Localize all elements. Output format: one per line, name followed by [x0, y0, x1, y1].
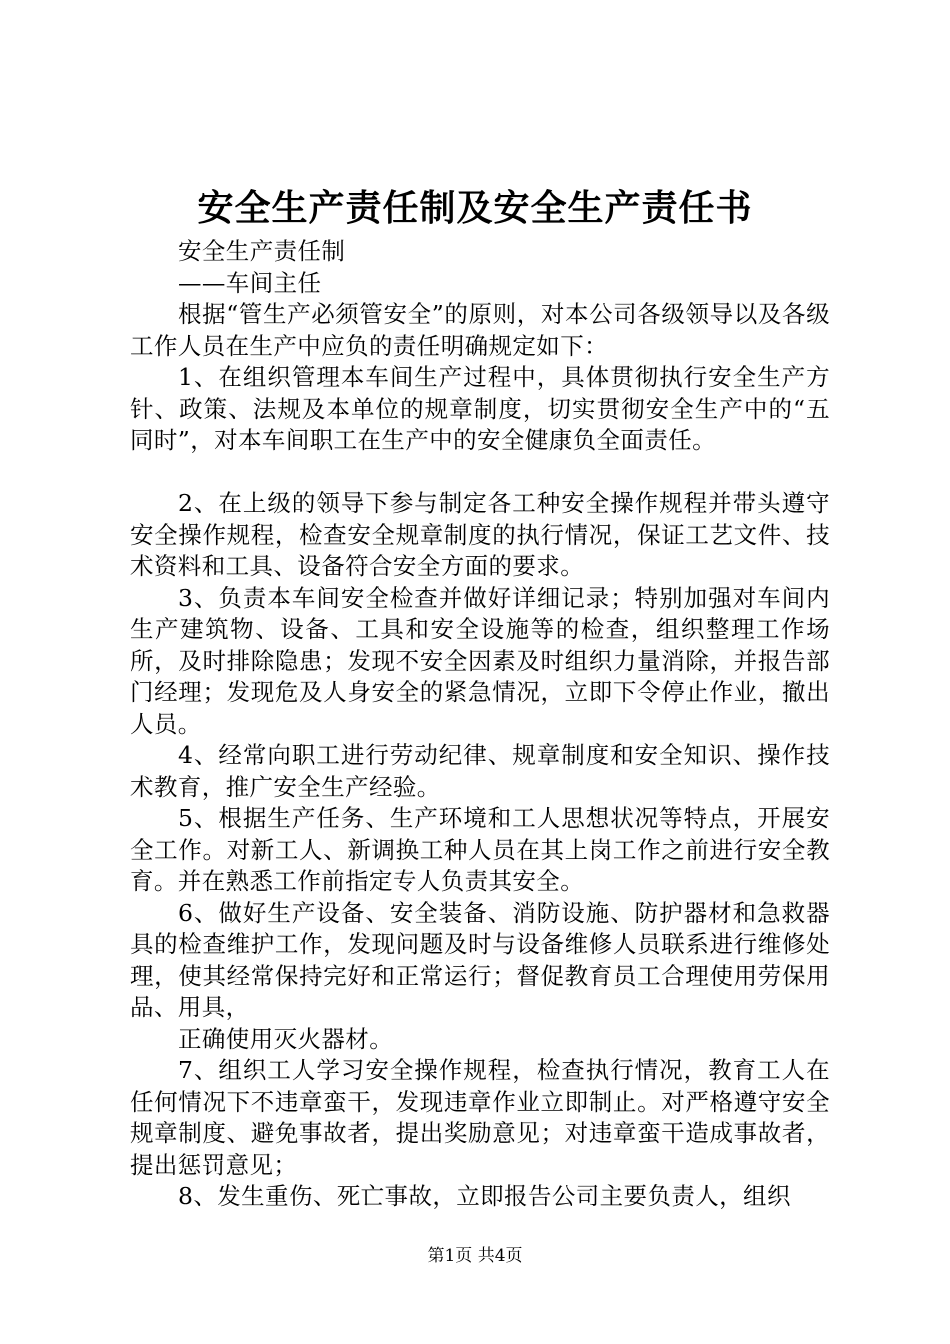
document-title: 安全生产责任制及安全生产责任书: [197, 187, 753, 229]
clause-6-continued: 正确使用灭火器材。: [178, 1024, 394, 1053]
clause-3: 3、负责本车间安全检查并做好详细记录；特别加强对车间内生产建筑物、设备、工具和安全设施等的检查，组织整理工作场所，及时排除隐患；发现不安全因素及时组织力量消除，并报告部门经理；发现危及人身安全的紧急情况，立即下令停止作业，撤出人员。: [130, 583, 830, 738]
clause-4: 4、经常向职工进行劳动纪律、规章制度和安全知识、操作技术教育，推广安全生产经验。: [130, 741, 830, 801]
clause-5: 5、根据生产任务、生产环境和工人思想状况等特点，开展安全工作。对新工人、新调换工种人员在其上岗工作之前进行安全教育。并在熟悉工作前指定专人负责其安全。: [130, 804, 830, 895]
intro-paragraph: 根据“管生产必须管安全”的原则，对本公司各级领导以及各级工作人员在生产中应负的责任明确规定如下：: [130, 300, 830, 360]
clause-6: 6、做好生产设备、安全装备、消防设施、防护器材和急救器具的检查维护工作，发现问题及时与设备维修人员联系进行维修处理，使其经常保持完好和正常运行；督促教育员工合理使用劳保用品、用具，: [130, 898, 830, 1021]
section-subheading: ——车间主任: [178, 268, 322, 297]
section-heading: 安全生产责任制: [178, 237, 346, 265]
clause-2: 2、在上级的领导下参与制定各工种安全操作规程并带头遵守安全操作规程，检查安全规章制度的执行情况，保证工艺文件、技术资料和工具、设备符合安全方面的要求。: [130, 489, 830, 580]
paragraph-gap: [130, 457, 830, 489]
clause-7: 7、组织工人学习安全操作规程，检查执行情况，教育工人在任何情况下不违章蛮干，发现违章作业立即制止。对严格遵守安全规章制度、避免事故者，提出奖励意见；对违章蛮干造成事故者，提出惩罚意见；: [130, 1056, 830, 1179]
document-body: [130, 236, 830, 1213]
page-number-footer: 第1页 共4页: [427, 1246, 523, 1266]
clause-1: 1、在组织管理本车间生产过程中，具体贯彻执行安全生产方针、政策、法规及本单位的规章制度，切实贯彻安全生产中的“五同时”，对本车间职工在生产中的安全健康负全面责任。: [130, 363, 830, 454]
clause-8: 8、发生重伤、死亡事故，立即报告公司主要负责人，组织: [178, 1182, 791, 1210]
